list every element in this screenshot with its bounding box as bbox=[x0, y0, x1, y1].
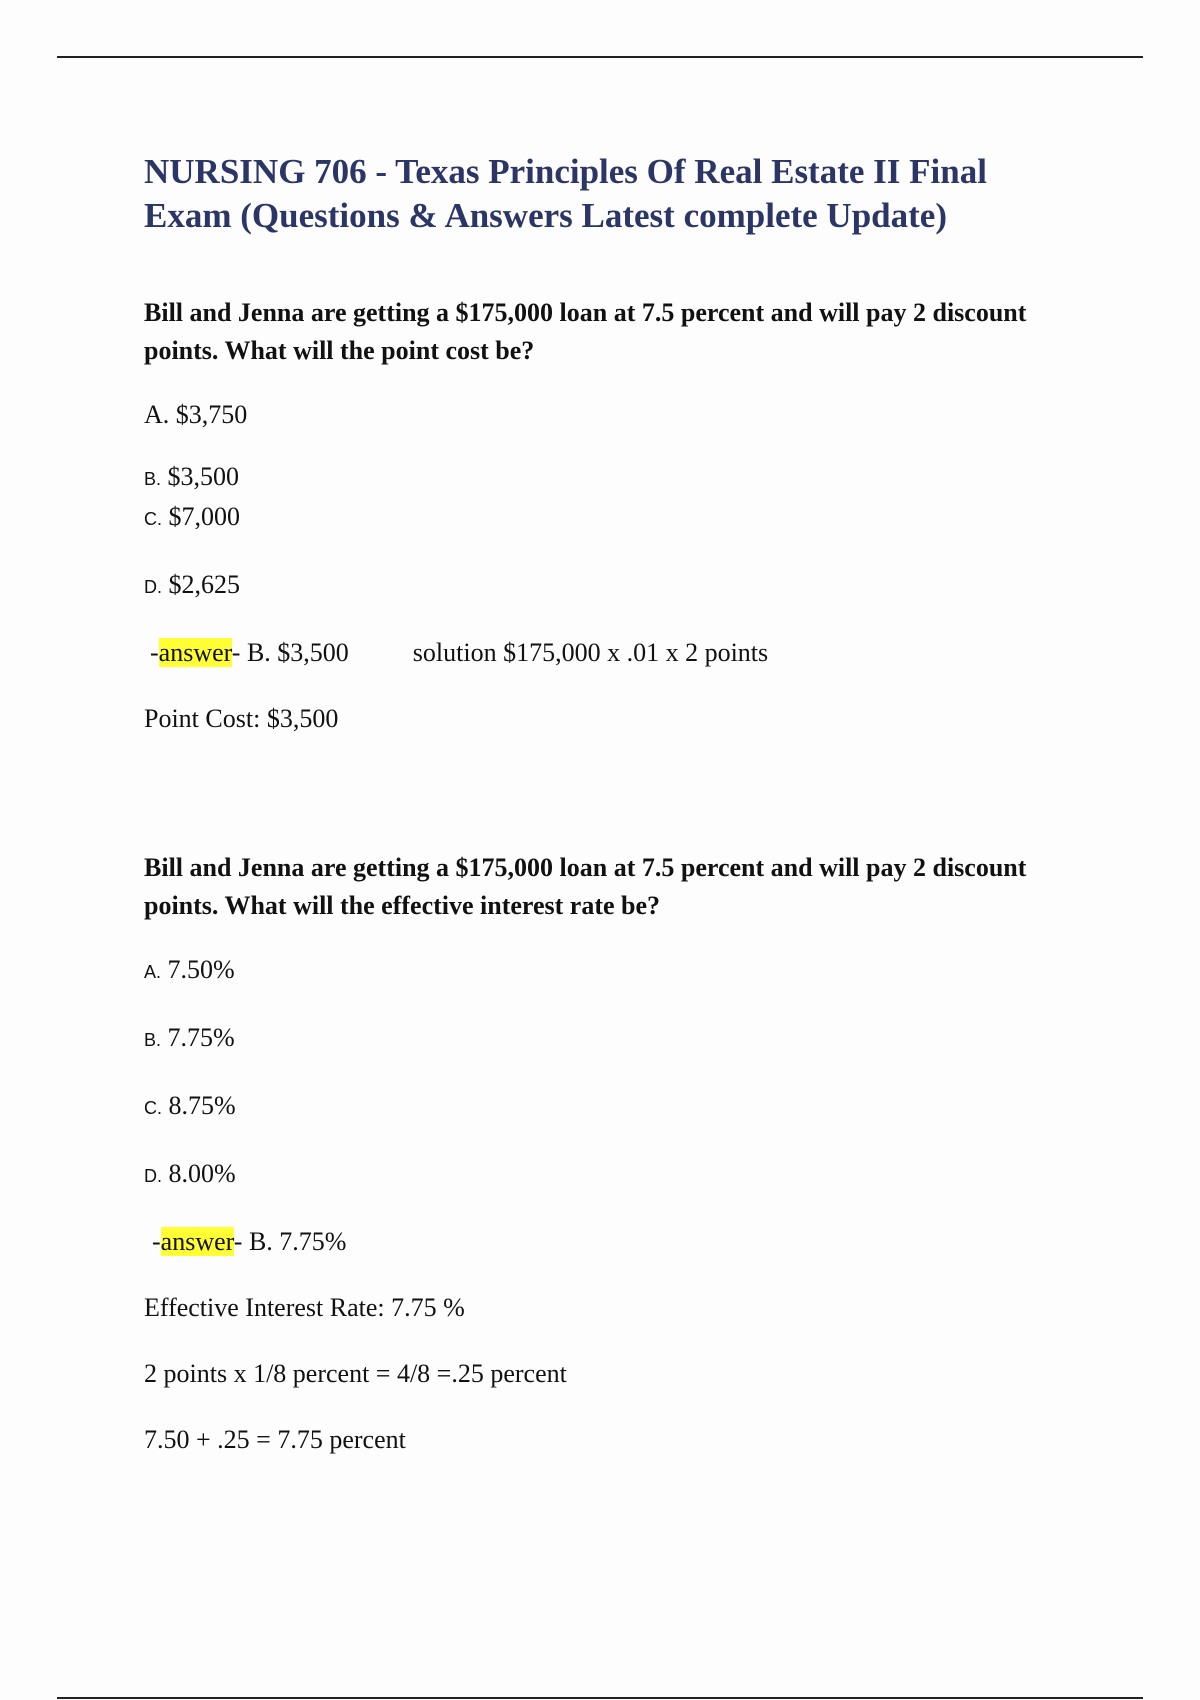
answer-highlight: answer bbox=[160, 1227, 234, 1256]
document-title: NURSING 706 - Texas Principles Of Real Estate II Final Exam (Questions & Answers Latest complete Update) bbox=[144, 152, 987, 235]
q2-option-d: D. 8.00% bbox=[144, 1159, 236, 1188]
answer-highlight: answer bbox=[158, 638, 232, 667]
question-2-text: Bill and Jenna are getting a $175,000 loan at 7.5 percent and will pay 2 discount points. What will the effective interest rate be? bbox=[144, 853, 1027, 920]
q1-answer: -answer- B. $3,500 solution $175,000 x .01 x 2 points bbox=[150, 638, 769, 667]
q2-calc-line-1: 2 points x 1/8 percent = 4/8 =.25 percent bbox=[144, 1359, 567, 1388]
q1-option-d: D. $2,625 bbox=[144, 570, 240, 599]
q1-solution: solution $175,000 x .01 x 2 points bbox=[412, 638, 769, 667]
q1-point-cost: Point Cost: $3,500 bbox=[144, 704, 339, 733]
q2-option-b: B. 7.75% bbox=[144, 1023, 235, 1052]
q2-option-c: C. 8.75% bbox=[144, 1091, 236, 1120]
top-rule bbox=[57, 56, 1143, 58]
q2-answer: -answer- B. 7.75% bbox=[152, 1227, 347, 1256]
q1-option-c: C. $7,000 bbox=[144, 502, 240, 531]
q2-effective-rate: Effective Interest Rate: 7.75 % bbox=[144, 1293, 465, 1322]
q2-option-a: A. 7.50% bbox=[144, 955, 235, 984]
q2-calc-line-2: 7.50 + .25 = 7.75 percent bbox=[144, 1425, 406, 1454]
bottom-rule bbox=[57, 1697, 1143, 1699]
question-1-text: Bill and Jenna are getting a $175,000 loan at 7.5 percent and will pay 2 discount points. What will the point cost be? bbox=[144, 298, 1027, 365]
q1-option-b: B. $3,500 bbox=[144, 462, 240, 491]
document-body bbox=[144, 150, 1074, 1455]
q1-option-a: A. $3,750 bbox=[144, 400, 248, 429]
